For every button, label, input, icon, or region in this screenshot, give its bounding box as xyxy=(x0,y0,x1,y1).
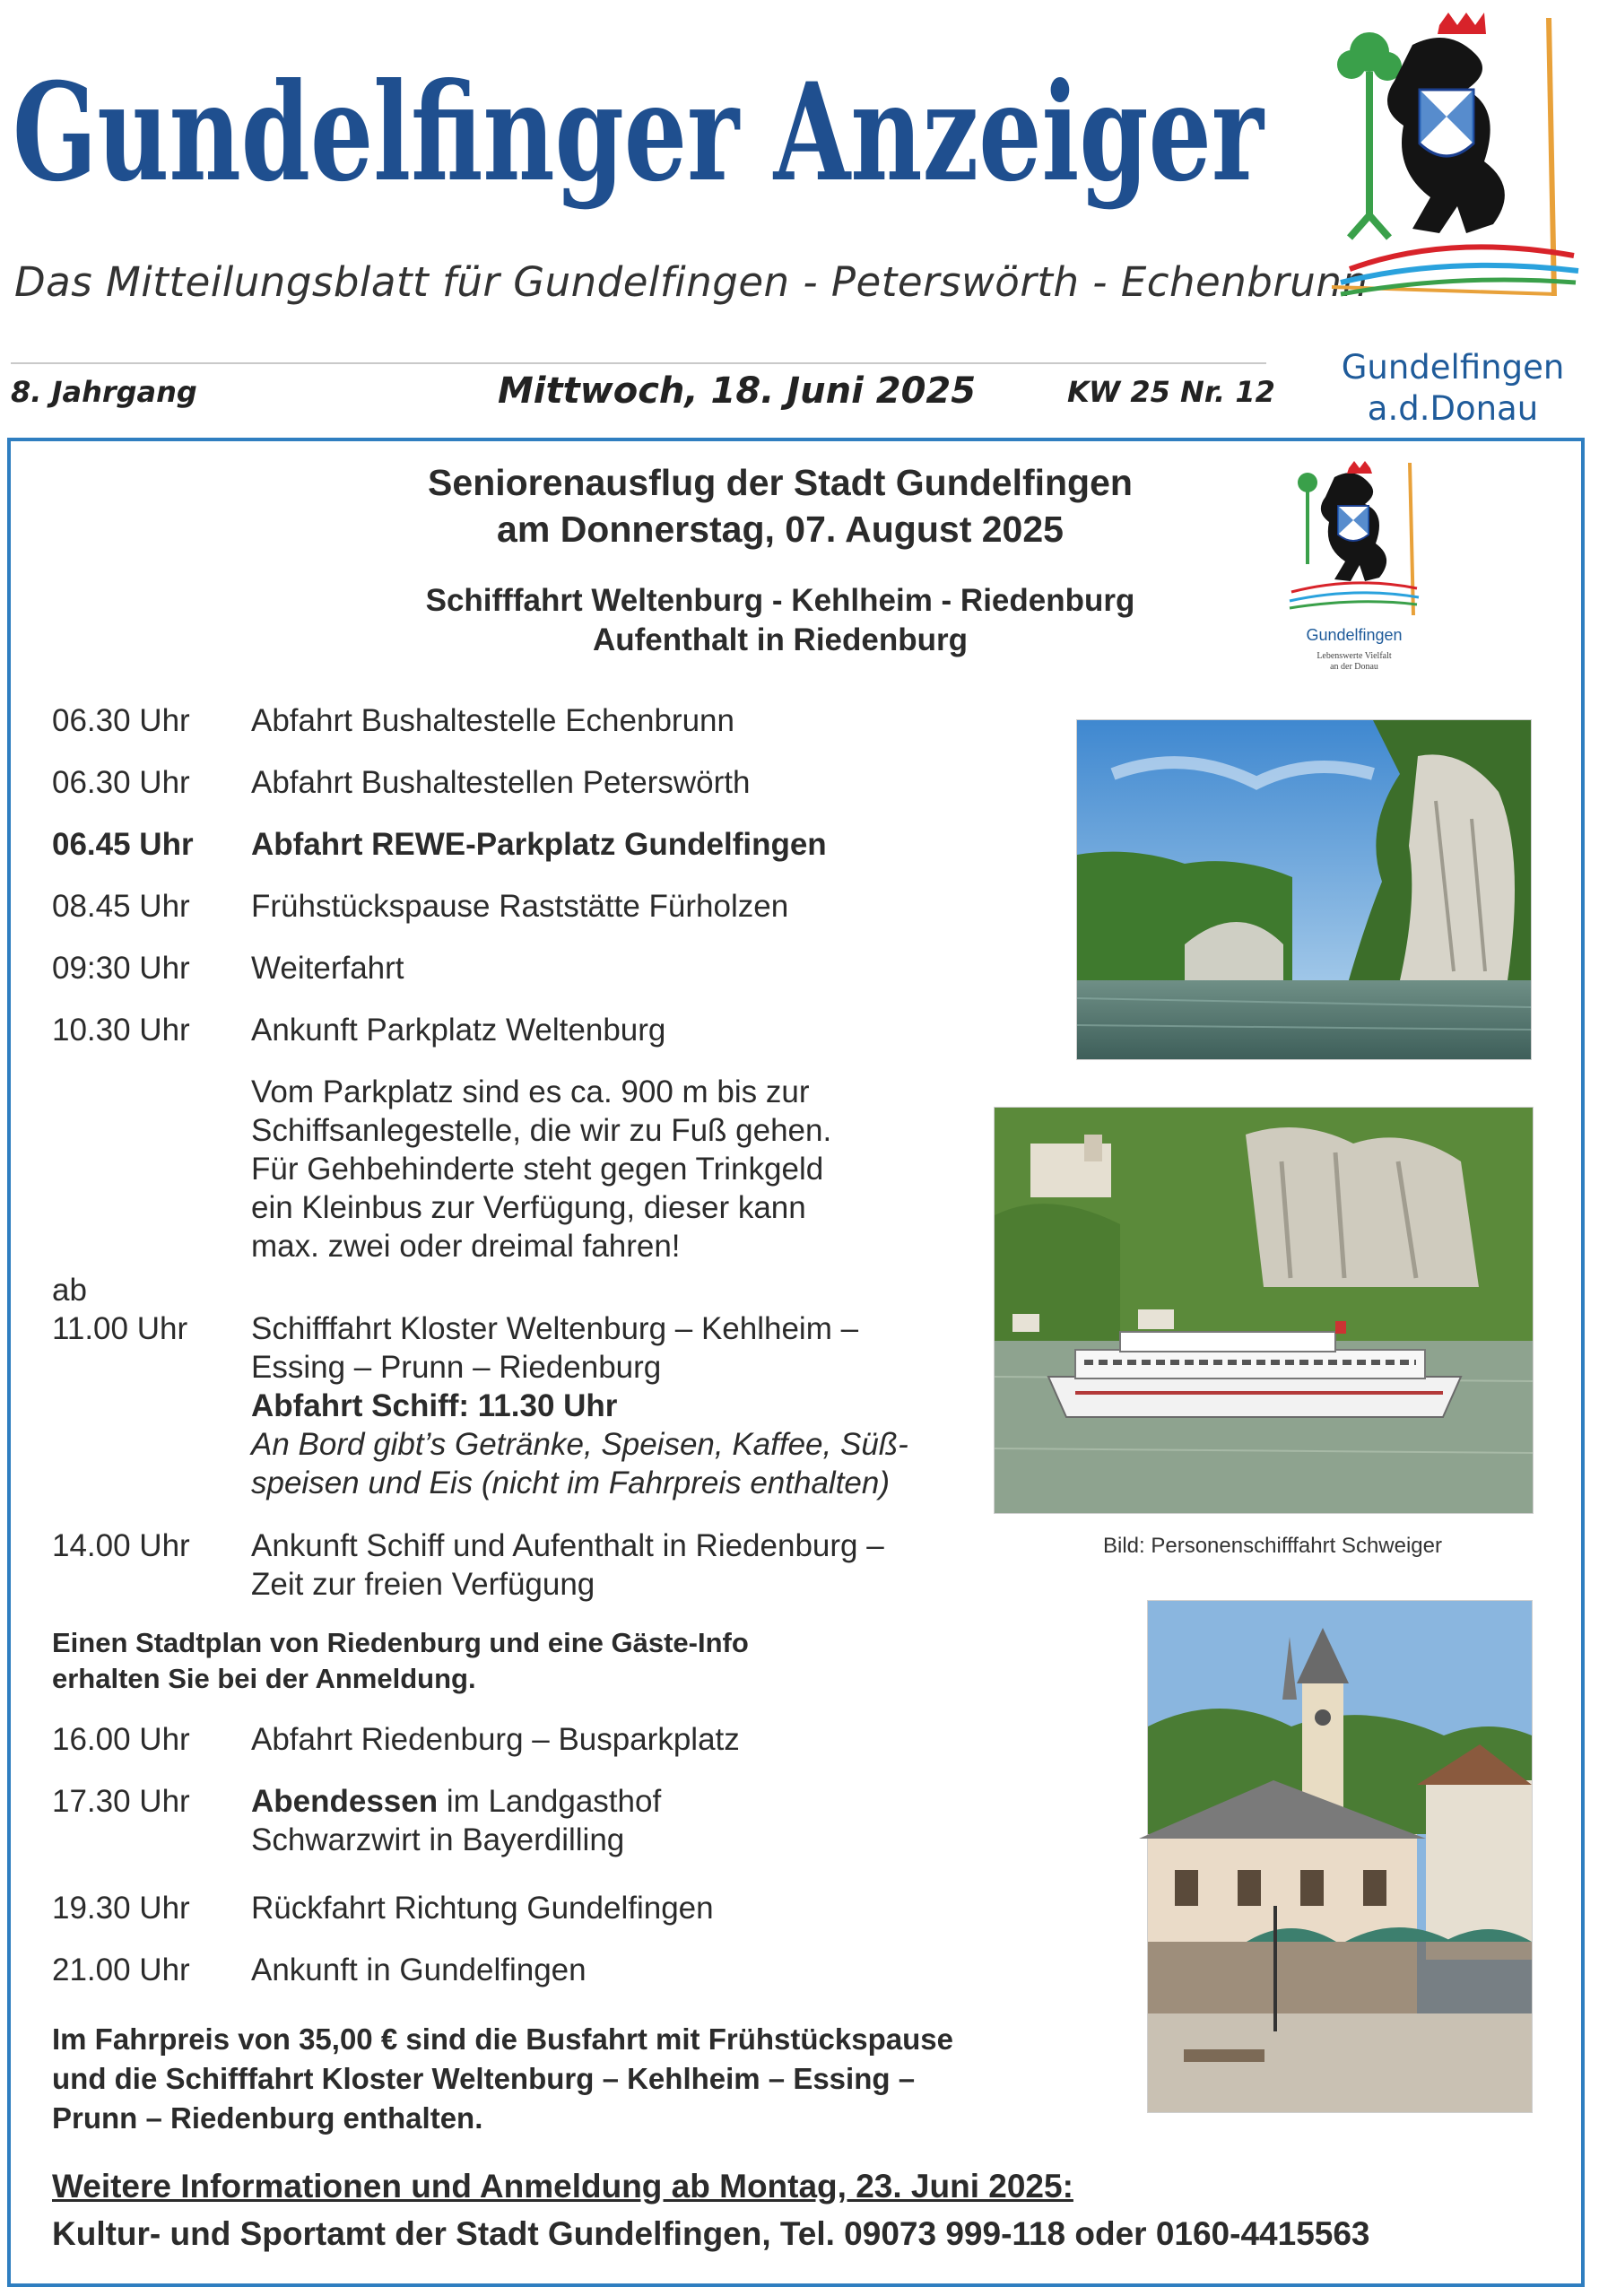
article-subtitle-line2: Aufenthalt in Riedenburg xyxy=(592,622,969,657)
walk-note-line: max. zwei oder dreimal fahren! xyxy=(251,1229,681,1264)
town-logo-name: Gundelfingen xyxy=(1306,626,1403,644)
masthead-divider xyxy=(11,362,1266,364)
boat-time: 11.00 Uhr xyxy=(52,1311,188,1346)
dinner-text: im Landgasthof xyxy=(438,1784,662,1819)
arrival-description xyxy=(251,1526,884,1604)
schedule-time: 08.45 Uhr xyxy=(52,889,190,924)
walk-note-line: Vom Parkplatz sind es ca. 900 m bis zur xyxy=(251,1074,810,1109)
boat-note-line1: An Bord gibt’s Getränke, Speisen, Kaffee, Süß- xyxy=(251,1427,908,1462)
walk-note-line: Schiffsanlegestelle, die wir zu Fuß gehen. xyxy=(251,1113,832,1148)
photo-credit: Bild: Personenschifffahrt Schweiger xyxy=(1103,1534,1442,1558)
article-subtitle xyxy=(251,581,1309,660)
boat-line1: Schifffahrt Kloster Weltenburg – Kehlheim – xyxy=(251,1311,859,1346)
issue-number: KW 25 Nr. 12 xyxy=(1067,375,1275,409)
price-line3: Prunn – Riedenburg enthalten. xyxy=(52,2101,483,2135)
schedule-time: 09:30 Uhr xyxy=(52,951,190,986)
walk-note xyxy=(251,1073,831,1265)
coat-of-arms-icon xyxy=(1314,9,1583,341)
arrival-line2: Zeit zur freien Verfügung xyxy=(251,1567,595,1602)
masthead-title-text: Gundelfinger Anzeiger xyxy=(13,54,1265,212)
schedule-time: 16.00 Uhr xyxy=(52,1722,190,1757)
dinner-text-line2: Schwarzwirt in Bayerdilling xyxy=(251,1822,625,1857)
schedule-text: Weiterfahrt xyxy=(251,951,404,986)
arrival-time: 14.00 Uhr xyxy=(52,1528,190,1563)
boat-ab-label: ab xyxy=(52,1273,87,1308)
contact-line: Kultur- und Sportamt der Stadt Gundelfingen, Tel. 09073 999-118 oder 0160-4415563 xyxy=(52,2215,1370,2252)
article-subtitle-line1: Schifffahrt Weltenburg - Kehlheim - Riedenburg xyxy=(425,583,1135,618)
danube-gorge-photo xyxy=(1076,719,1532,1060)
volume-label: 8. Jahrgang xyxy=(11,375,197,409)
schedule-time: 06.30 Uhr xyxy=(52,765,190,800)
price-line1: Im Fahrpreis von 35,00 € sind die Busfahrt mit Frühstückspause xyxy=(52,2022,953,2056)
town-logo-icon xyxy=(1282,457,1426,682)
dinner-bold: Abendessen xyxy=(251,1784,439,1819)
boat-line2: Essing – Prunn – Riedenburg xyxy=(251,1350,662,1385)
town-logo-tagline2: an der Donau xyxy=(1330,662,1378,672)
schedule-text: Abfahrt Bushaltestellen Peterswörth xyxy=(251,765,751,800)
riedenburg-town-photo xyxy=(1147,1600,1533,2113)
info-heading: Weitere Informationen und Anmeldung ab Montag, 23. Juni 2025: xyxy=(52,2168,1073,2205)
boat-description xyxy=(251,1309,908,1502)
map-note-line1: Einen Stadtplan von Riedenburg und eine Gäste-Info xyxy=(52,1627,749,1658)
schedule-time: 21.00 Uhr xyxy=(52,1952,190,1987)
schedule-text: Abfahrt Bushaltestelle Echenbrunn xyxy=(251,703,734,738)
town-name: Gundelfingen xyxy=(1341,348,1565,387)
schedule-text: Ankunft Parkplatz Weltenburg xyxy=(251,1013,666,1048)
masthead-subtitle: Das Mitteilungsblatt für Gundelfingen - Peterswörth - Echenbrunn xyxy=(14,258,1369,306)
town-suffix: a.d.Donau xyxy=(1367,389,1539,428)
walk-note-line: Für Gehbehinderte steht gegen Trinkgeld xyxy=(251,1152,824,1187)
map-note-line2: erhalten Sie bei der Anmeldung. xyxy=(52,1663,476,1694)
schedule-time: 19.30 Uhr xyxy=(52,1891,190,1926)
walk-note-line: ein Kleinbus zur Verfügung, dieser kann xyxy=(251,1190,806,1225)
map-note xyxy=(52,1625,749,1697)
arrival-line1: Ankunft Schiff und Aufenthalt in Riedenburg – xyxy=(251,1528,884,1563)
price-note xyxy=(52,2020,953,2138)
schedule-time: 06.45 Uhr xyxy=(52,827,194,862)
masthead-title xyxy=(13,43,1268,213)
schedule-text: Rückfahrt Richtung Gundelfingen xyxy=(251,1891,714,1926)
schedule-text: Ankunft in Gundelfingen xyxy=(251,1952,587,1987)
schedule-text: Abfahrt REWE-Parkplatz Gundelfingen xyxy=(251,827,827,862)
schedule-time: 10.30 Uhr xyxy=(52,1013,190,1048)
issue-date: Mittwoch, 18. Juni 2025 xyxy=(498,370,977,412)
price-line2: und die Schifffahrt Kloster Weltenburg – Kehlheim – Essing – xyxy=(52,2062,916,2095)
schedule-text: Frühstückspause Raststätte Fürholzen xyxy=(251,889,789,924)
schedule-time: 06.30 Uhr xyxy=(52,703,190,738)
schedule-text: Abfahrt Riedenburg – Busparkplatz xyxy=(251,1722,740,1757)
article-title-line1: Seniorenausflug der Stadt Gundelfingen xyxy=(428,462,1133,503)
article-title-line2: am Donnerstag, 07. August 2025 xyxy=(497,509,1064,550)
schedule-time: 17.30 Uhr xyxy=(52,1784,190,1819)
river-boat-photo xyxy=(994,1107,1534,1514)
article-title xyxy=(251,459,1309,552)
boat-departure: Abfahrt Schiff: 11.30 Uhr xyxy=(251,1388,618,1423)
boat-note-line2: speisen und Eis (nicht im Fahrpreis enthalten) xyxy=(251,1465,891,1500)
town-logo-tagline1: Lebenswerte Vielfalt xyxy=(1317,651,1392,661)
dinner-description xyxy=(251,1782,661,1859)
